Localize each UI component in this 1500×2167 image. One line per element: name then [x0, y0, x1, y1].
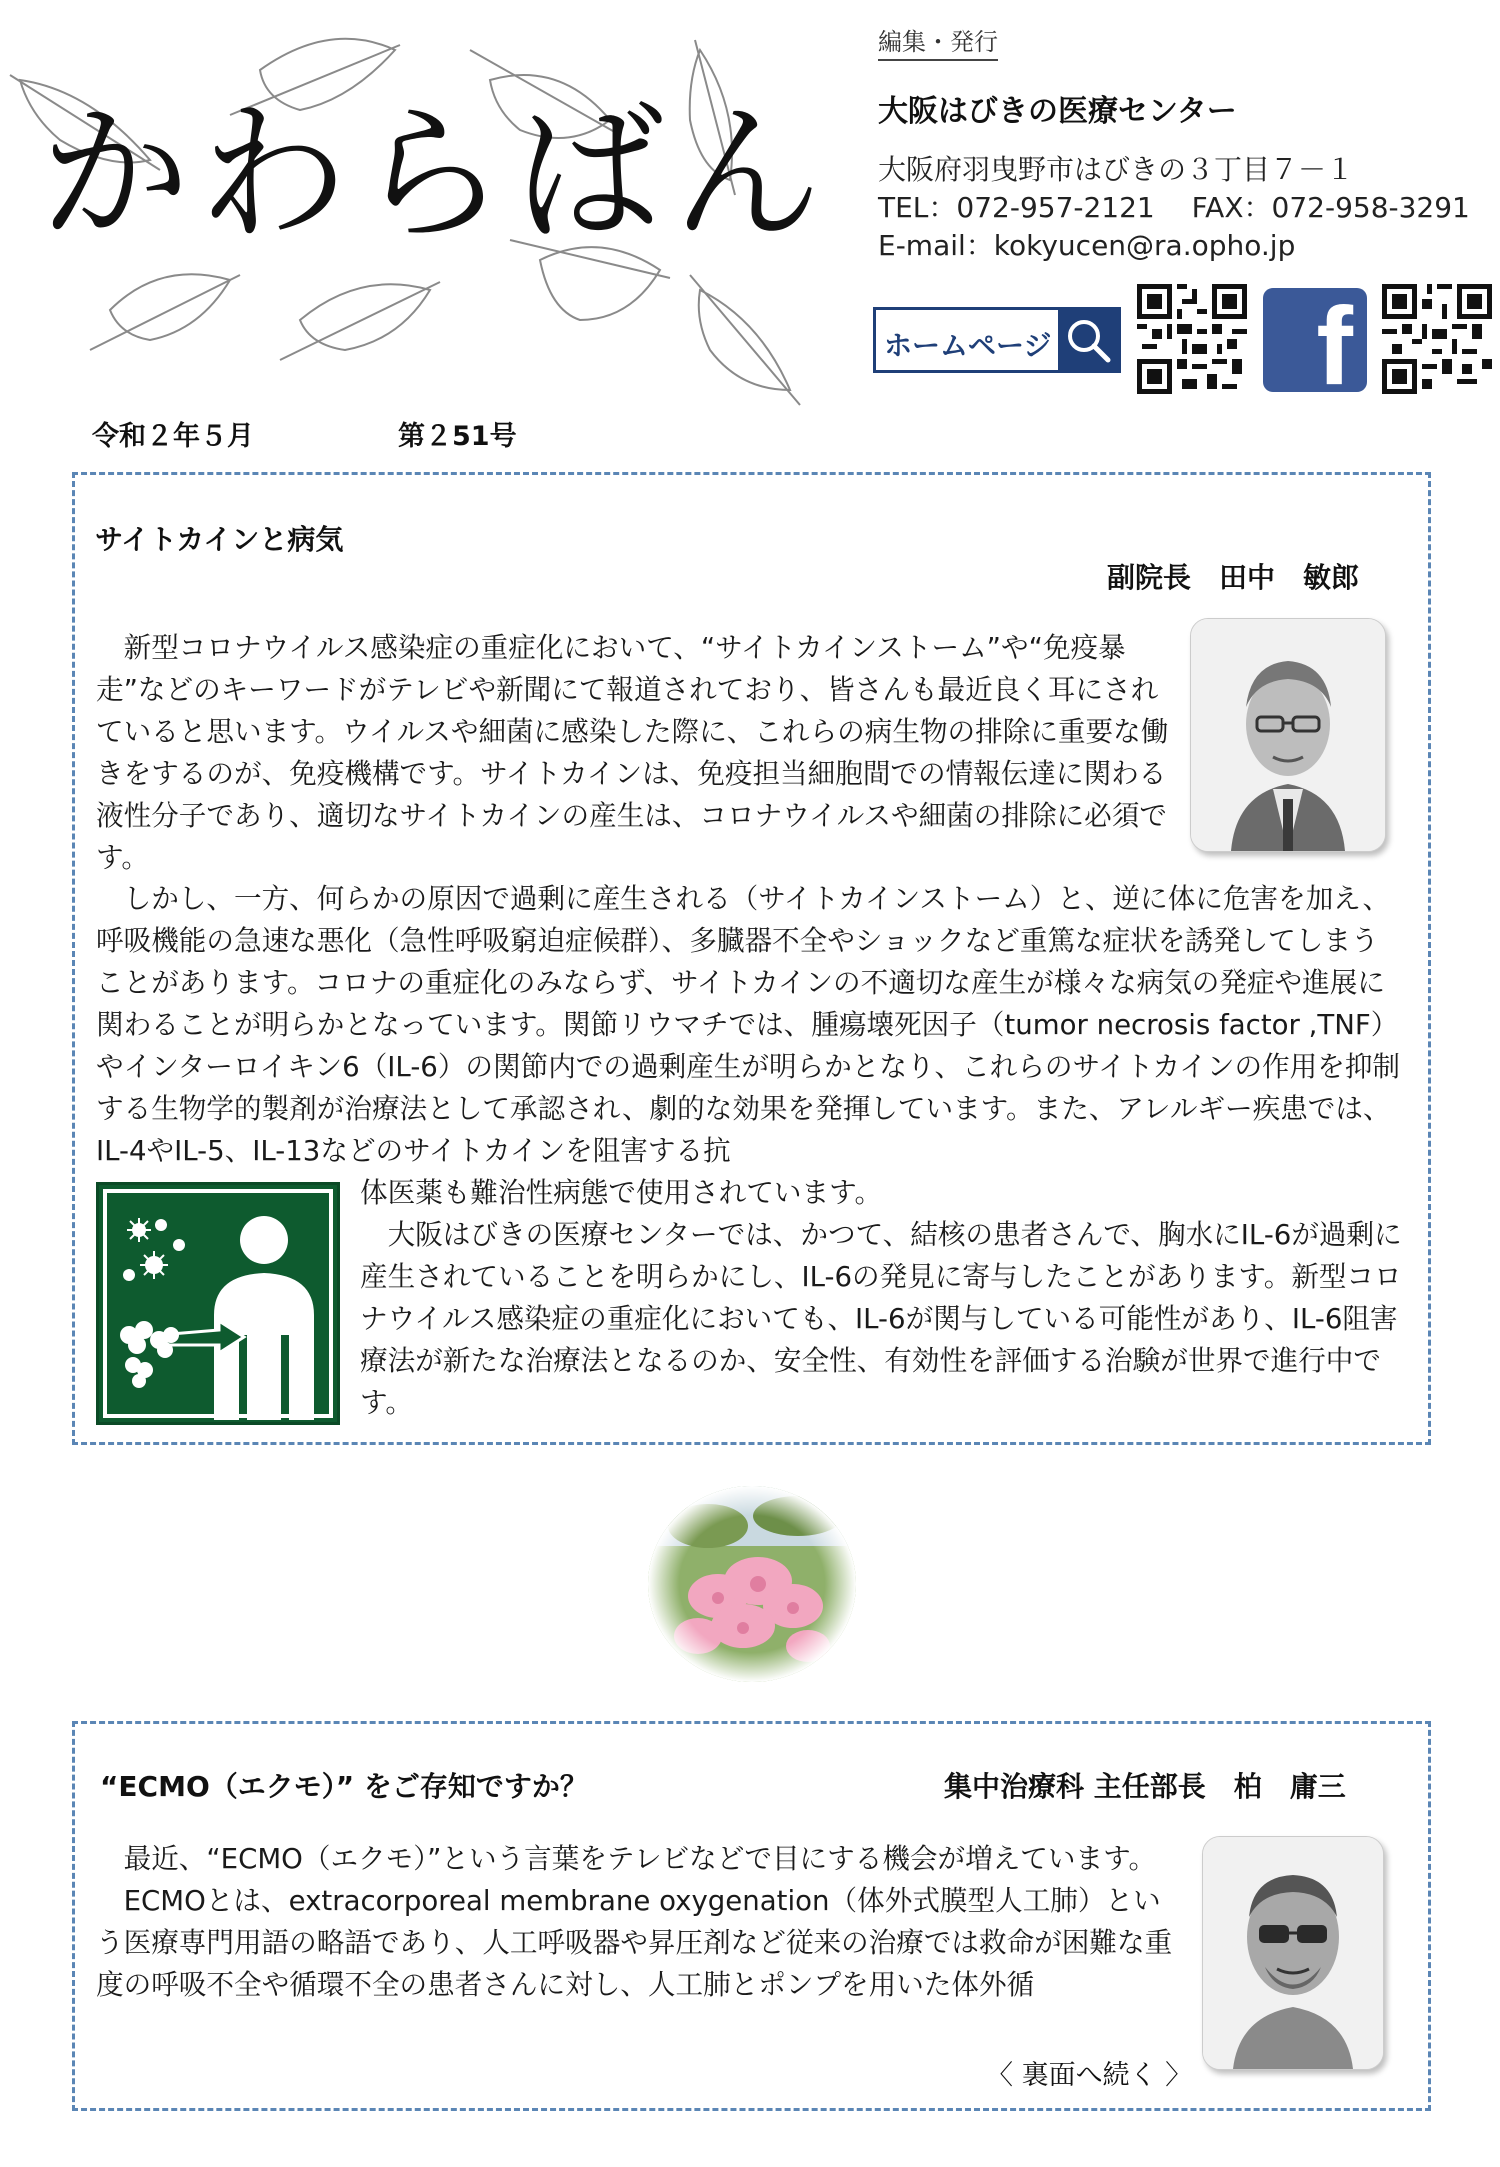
email: E-mail：kokyucen@ra.opho.jp [878, 229, 1296, 262]
continued-on-back-note: 〈 裏面へ続く 〉 [986, 2060, 1193, 2091]
org-name: 大阪はびきの医療センター [878, 94, 1237, 129]
masthead-title: かわらばん [40, 88, 831, 262]
virus-infection-illustration [96, 1182, 340, 1425]
qr-code-icon[interactable] [1382, 284, 1492, 394]
article1-body-top [96, 627, 1176, 879]
homepage-search-button[interactable] [873, 307, 1121, 373]
author-portrait-photo [1202, 1836, 1384, 2070]
article1-author: 副院長 田中 敏郎 [1107, 561, 1360, 594]
article1-body-right [360, 1172, 1406, 1424]
article1-paragraph: しかし、一方、何らかの原因で過剰に産生される（サイトカインストーム）と、逆に体に危害を加え、呼吸機能の急速な悪化（急性呼吸窮迫症候群）、多臓器不全やショックなど重篤な症状を誘発してしまうことがあります。コロナの重症化のみならず、サイトカインの不適切な産生が様々な病気の発症や進展に関わることが明らかとなっています。関節リウマチでは、腫瘍壊死因子（tumor necrosis factor ,TNF）やインターロイキン6（IL-6）の関節内での過剰産生が明らかとなり、これらのサイトカインの作用を抑制する生物学的製剤が治療法として承認され、劇的な効果を発揮しています。また、アレルギー疾患では、IL-4やIL-5、IL-13などのサイトカインを阻害する抗 [96, 882, 1401, 1167]
azalea-flower-photo [648, 1486, 856, 1682]
facebook-logo-glyph: f [1316, 288, 1353, 392]
issue-date: 令和２年５月 [92, 421, 254, 452]
qr-code-icon[interactable] [1137, 284, 1247, 394]
article2-title: “ECMO（エクモ）” をご存知ですか？ [100, 1770, 588, 1803]
article2-paragraph: ECMOとは、extracorporeal membrane oxygenation（体外式膜型人工肺）という医療専門用語の略語であり、人工呼吸器や昇圧剤など従来の治療では救命が困難な重度の呼吸不全や循環不全の患者さんに対し、人工肺とポンプを用いた体外循 [96, 1884, 1173, 2001]
article2-body [96, 1838, 1176, 2006]
tel-fax: TEL：072-957-2121 FAX：072-958-3291 [878, 191, 1470, 224]
article1-paragraph: 新型コロナウイルス感染症の重症化において、“サイトカインストーム”や“免疫暴走”などのキーワードがテレビや新聞にて報道されており、皆さんも最近良く耳にされていると思います。ウイルスや細菌に感染した際に、これらの病生物の排除に重要な働きをするのが、免疫機構です。サイトカインは、免疫担当細胞間での情報伝達に関わる液性分子であり、適切なサイトカインの産生は、コロナウイルスや細菌の排除に必須です。 [96, 631, 1169, 874]
author-portrait-photo [1190, 618, 1386, 852]
article1-title: サイトカインと病気 [95, 523, 344, 556]
homepage-label: ホームページ [884, 329, 1052, 362]
facebook-icon[interactable] [1263, 288, 1367, 392]
article1-paragraph: 大阪はびきの医療センターでは、かつて、結核の患者さんで、胸水にIL-6が過剰に産生されていることを明らかにし、IL-6の発見に寄与したことがあります。新型コロナウイルス感染症の重症化においても、IL-6が関与している可能性があり、IL-6阻害療法が新たな治療法となるのか、安全性、有効性を評価する治験が世界で進行中です。 [360, 1218, 1402, 1419]
search-icon [1058, 310, 1118, 370]
article2-author: 集中治療科 主任部長 柏 庸三 [944, 1770, 1346, 1803]
address: 大阪府羽曳野市はびきの３丁目７－１ [878, 153, 1355, 186]
article2-paragraph: 最近、“ECMO（エクモ）”という言葉をテレビなどで目にする機会が増えています。 [123, 1842, 1157, 1875]
publisher-label: 編集・発行 [878, 22, 998, 61]
article1-paragraph-continuation: 体医薬も難治性病態で使用されています。 [360, 1176, 883, 1209]
issue-number: 第２51号 [398, 421, 517, 452]
article1-body-full [96, 878, 1406, 1172]
